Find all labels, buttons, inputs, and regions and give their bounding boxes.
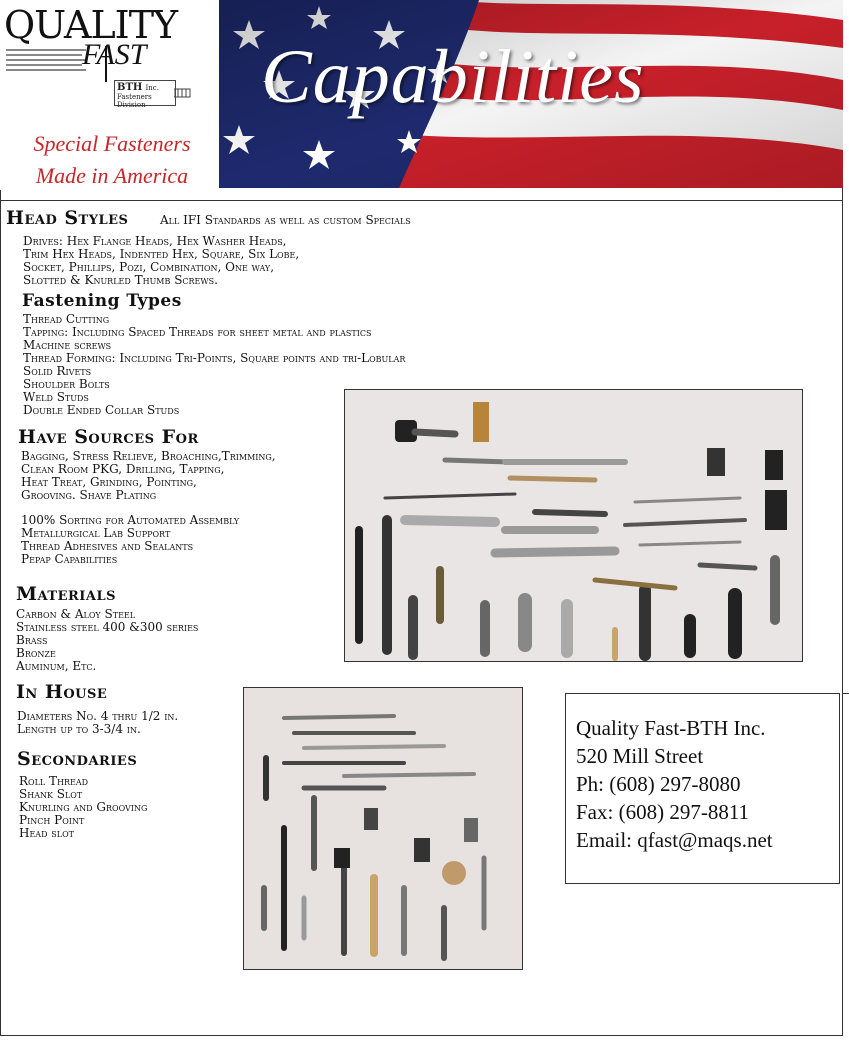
tagline — [22, 128, 202, 192]
list-item: Auminum, Etc. — [16, 659, 97, 673]
fastening-types-heading: Fastening Types — [22, 291, 182, 311]
fasteners-image — [244, 688, 522, 969]
list-item: Tapping: Including Spaced Threads for sheet metal and plastics — [23, 325, 372, 339]
list-item: Diameters No. 4 thru 1/2 in. — [17, 709, 179, 723]
list-item: Pinch Point — [19, 813, 85, 827]
list-item: Carbon & Aloy Steel — [16, 607, 136, 621]
secondaries-heading: Secondaries — [17, 748, 138, 770]
list-item: Clean Room PKG, Drilling, Tapping, — [21, 462, 225, 476]
list-item: Socket, Phillips, Pozi, Combination, One way, — [23, 260, 275, 274]
fasteners-photo-1 — [344, 389, 803, 662]
materials-heading: Materials — [16, 583, 116, 605]
divider-tick — [843, 693, 849, 694]
in-house-heading: In House — [16, 681, 108, 703]
list-item: Length up to 3-3/4 in. — [17, 722, 141, 736]
fasteners-photo-2 — [243, 687, 523, 970]
list-item: Brass — [16, 633, 48, 647]
have-sources-list-2 — [21, 514, 239, 566]
secondaries-list — [19, 775, 147, 840]
head-styles-list — [23, 235, 299, 287]
list-item: Knurling and Grooving — [19, 800, 148, 814]
list-item: Weld Studs — [23, 390, 89, 404]
bth-badge — [114, 80, 176, 109]
list-item: Pepap Capabilities — [21, 552, 118, 566]
list-item: Bronze — [16, 646, 56, 660]
contact-box — [565, 693, 840, 884]
head-styles-subtitle: All IFI Standards as well as custom Specials — [160, 213, 411, 227]
have-sources-list — [21, 450, 276, 502]
list-item: Metallurgical Lab Support — [21, 526, 171, 540]
bolt-icon — [174, 84, 192, 102]
list-item: Solid Rivets — [23, 364, 92, 378]
logo-fast-text: FAST — [82, 38, 147, 71]
have-sources-heading: Have Sources For — [18, 426, 199, 448]
list-item: Thread Adhesives and Sealants — [21, 539, 194, 553]
head-styles-heading: Head Styles — [6, 207, 129, 229]
list-item: Slotted & Knurled Thumb Screws. — [23, 273, 218, 287]
bth-division-line2: Division — [117, 101, 146, 109]
company-name: Quality Fast-BTH Inc. — [576, 716, 766, 740]
list-item: Thread Cutting — [23, 312, 110, 326]
fax-number: Fax: (608) 297-8811 — [576, 800, 750, 824]
list-item: 100% Sorting for Automated Assembly — [21, 513, 240, 527]
materials-list — [16, 608, 198, 673]
list-item: Drives: Hex Flange Heads, Hex Washer Heads, — [23, 234, 287, 248]
list-item: Heat Treat, Grinding, Pointing, — [21, 475, 197, 489]
header-divider — [0, 200, 843, 201]
list-item: Roll Thread — [19, 774, 89, 788]
flag-banner — [219, 0, 843, 188]
tagline-line2: Made in America — [35, 163, 189, 188]
phone-number: Ph: (608) 297-8080 — [576, 772, 741, 796]
list-item: Bagging, Stress Relieve, Broaching,Trimming, — [21, 449, 276, 463]
list-item: Double Ended Collar Studs — [23, 403, 180, 417]
list-item: Head slot — [19, 826, 74, 840]
banner-title: Capabilities — [261, 35, 645, 119]
list-item: Machine screws — [23, 338, 112, 352]
email-address[interactable]: Email: qfast@maqs.net — [576, 828, 773, 852]
bth-division-line1: Fasteners — [117, 93, 152, 101]
list-item: Trim Hex Heads, Indented Hex, Square, Six Lobe, — [23, 247, 300, 261]
list-item: Grooving. Shave Plating — [21, 488, 157, 502]
logo — [0, 0, 219, 190]
tagline-line1: Special Fasteners — [33, 131, 191, 156]
fasteners-image — [345, 390, 802, 661]
list-item: Shoulder Bolts — [23, 377, 110, 391]
logo-quality-text: QUALITY — [4, 3, 178, 47]
in-house-list — [17, 710, 178, 736]
list-item: Stainless steel 400 &300 series — [16, 620, 199, 634]
list-item: Thread Forming: Including Tri-Points, Square points and tri-Lobular — [23, 351, 406, 365]
street-address: 520 Mill Street — [576, 744, 704, 768]
bth-text: BTH Inc. — [117, 82, 159, 93]
list-item: Shank Slot — [19, 787, 83, 801]
